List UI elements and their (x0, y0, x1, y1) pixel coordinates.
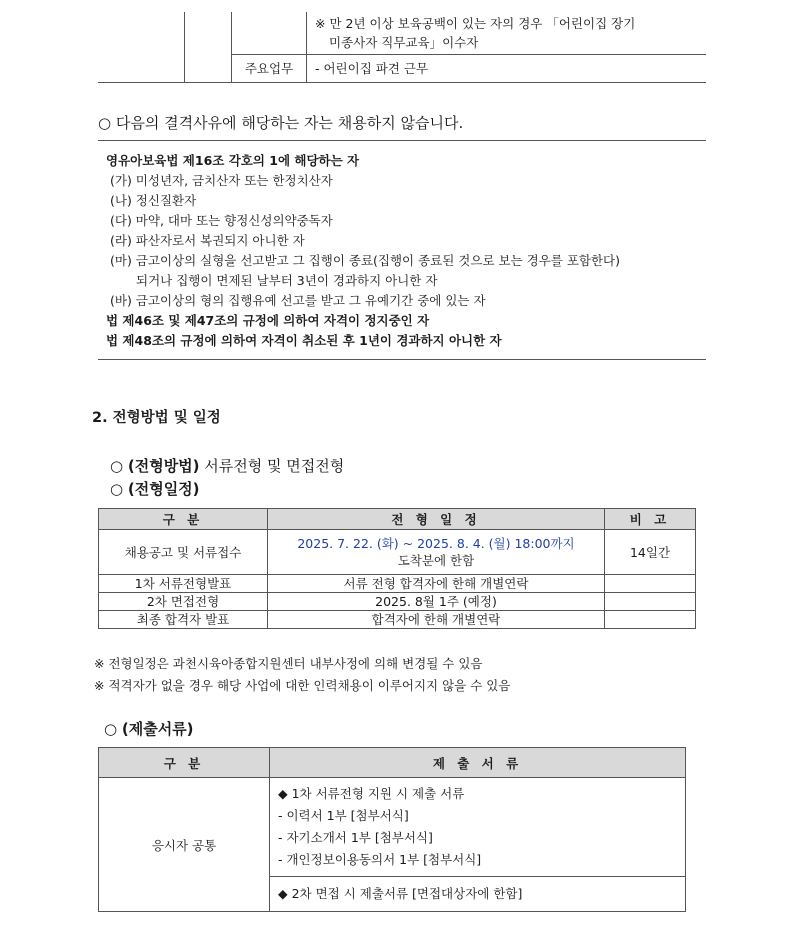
disq-line: (마) 금고이상의 실형을 선고받고 그 집행이 종료(집행이 종료된 것으로 보는 경우를 포함한다) (110, 253, 620, 268)
qualification-table-fragment (98, 12, 706, 83)
table-row (99, 778, 686, 877)
col-header-note: 비 고 (605, 509, 696, 530)
disqualification-heading: ○ 다음의 결격사유에 해당하는 자는 채용하지 않습니다. (98, 114, 464, 132)
row-date: 합격자에 한해 개별연락 (268, 611, 605, 629)
note-line2: 미종사자 직무교육」이수자 (329, 35, 479, 50)
section-title: 2. 전형방법 및 일정 (92, 410, 221, 426)
documents-heading (104, 718, 194, 739)
table-cell-blank (98, 12, 185, 83)
documents-table (98, 747, 686, 912)
disqualification-box (98, 140, 706, 360)
row-category: 채용공고 및 서류접수 (99, 530, 268, 575)
doc-item: - 개인정보이용동의서 1부 [첨부서식] (278, 852, 482, 867)
table-header-row (99, 748, 686, 778)
disq-line: (라) 파산자로서 복권되지 아니한 자 (110, 233, 305, 248)
method-prefix: ○ (110, 457, 128, 475)
note-line1: ※ 만 2년 이상 보육공백이 있는 자의 경우 「어린이집 장기 (315, 16, 636, 31)
disq-line: (바) 금고이상의 형의 집행유예 선고를 받고 그 유예기간 중에 있는 자 (110, 293, 486, 308)
second-stage-heading: ◆ 2차 면접 시 제출서류 [면접대상자에 한함] (278, 886, 523, 901)
footnote: ※ 적격자가 없을 경우 해당 사업에 대한 인력채용이 이루어지지 않을 수 있음 (94, 678, 511, 693)
row-category: 최종 합격자 발표 (99, 611, 268, 629)
row-date-line2: 도착분에 한함 (397, 553, 475, 568)
documents-label: (제출서류) (121, 720, 194, 738)
row-note (605, 611, 696, 629)
disq-line: 되거나 집행이 면제된 날부터 3년이 경과하지 아니한 자 (136, 273, 438, 288)
documents-prefix: ○ (104, 720, 122, 738)
row-date: 서류 전형 합격자에 한해 개별연락 (268, 575, 605, 593)
row-date: 2025. 8월 1주 (예정) (268, 593, 605, 611)
doc-item: - 자기소개서 1부 [첨부서식] (278, 830, 433, 845)
table-row (99, 575, 696, 593)
table-row (99, 530, 696, 575)
second-stage-docs (270, 877, 686, 912)
first-stage-heading: ◆ 1차 서류전형 지원 시 제출 서류 (278, 786, 465, 801)
disq-line: 영유아보육법 제16조 각호의 1에 해당하는 자 (106, 153, 360, 168)
col-header-schedule: 전 형 일 정 (268, 509, 605, 530)
footnote: ※ 전형일정은 과천시육아종합지원센터 내부사정에 의해 변경될 수 있음 (94, 656, 483, 671)
method-line (110, 455, 344, 476)
table-row (99, 593, 696, 611)
disq-line: (다) 마약, 대마 또는 향정신성의약중독자 (110, 213, 333, 228)
first-stage-docs (270, 778, 686, 877)
col-header-category: 구 분 (99, 748, 270, 778)
schedule-table (98, 508, 696, 629)
disq-line: 법 제48조의 규정에 의하여 자격이 취소된 후 1년이 경과하지 아니한 자 (106, 333, 502, 348)
table-cell-blank (185, 12, 232, 83)
table-cell-blank (232, 12, 307, 55)
row-note: 14일간 (605, 530, 696, 575)
col-header-documents: 제 출 서 류 (270, 748, 686, 778)
row-category: 2차 면접전형 (99, 593, 268, 611)
row-date-line1: 2025. 7. 22. (화) ~ 2025. 8. 4. (월) 18:00까지 (297, 536, 575, 551)
duty-label: 주요업무 (232, 55, 307, 83)
doc-item: - 이력서 1부 [첨부서식] (278, 808, 409, 823)
disq-line: (가) 미성년자, 금치산자 또는 한정치산자 (110, 173, 333, 188)
row-note (605, 593, 696, 611)
schedule-heading (110, 478, 200, 499)
schedule-label: (전형일정) (127, 480, 200, 498)
disq-line: 법 제46조 및 제47조의 규정에 의하여 자격이 정지중인 자 (106, 313, 430, 328)
table-header-row (99, 509, 696, 530)
duty-value: - 어린이집 파견 근무 (307, 55, 707, 83)
row-category: 1차 서류전형발표 (99, 575, 268, 593)
method-text: 서류전형 및 면접전형 (199, 457, 345, 475)
row-note (605, 575, 696, 593)
method-label: (전형방법) (127, 457, 200, 475)
table-row (99, 611, 696, 629)
col-header-category: 구 분 (99, 509, 268, 530)
row-date (268, 530, 605, 575)
schedule-prefix: ○ (110, 480, 128, 498)
disq-line: (나) 정신질환자 (110, 193, 197, 208)
documents-category: 응시자 공통 (99, 778, 270, 912)
qualification-note (307, 12, 707, 55)
